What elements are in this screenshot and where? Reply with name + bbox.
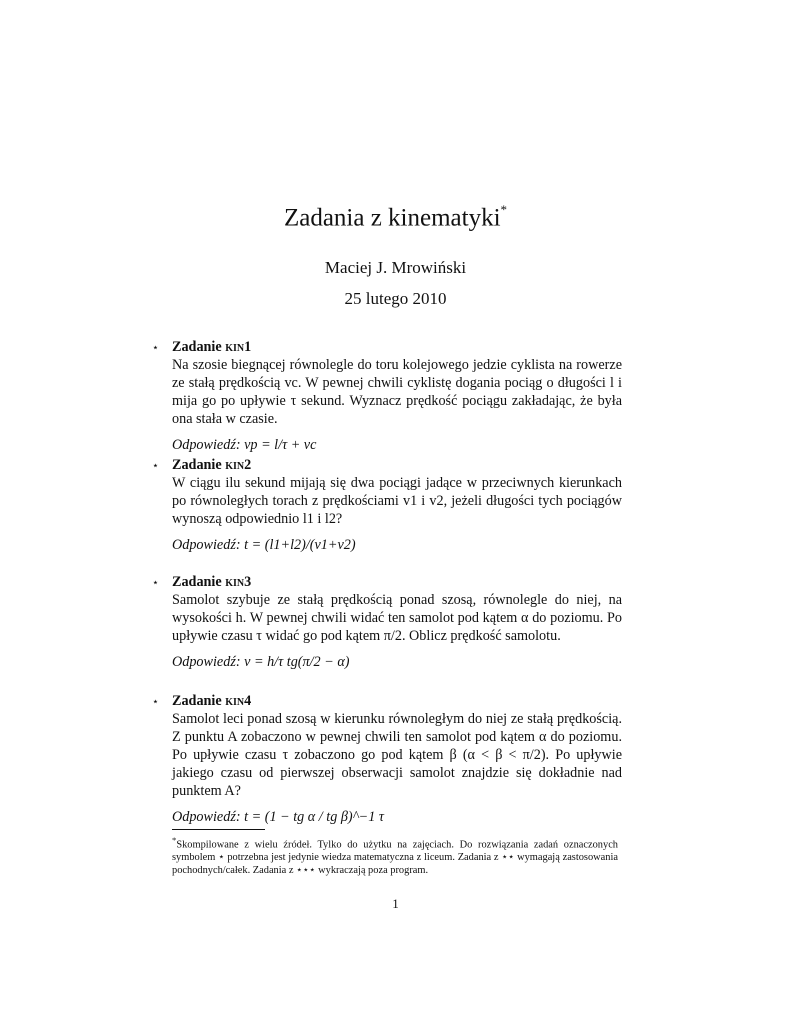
answer-label: Odpowiedź: [172,809,241,825]
problem-kin3 [152,573,622,671]
problem-text: Na szosie biegnącej równolegle do toru kolejowego jedzie cyklista na rowerze ze stałą prędkością vc. W pewnej chwili cyklistę dogania pociąg o długości l i mija go po upływie τ sekund. Wyznacz prędkość pociągu zakładając, że była ona stała w czasie. [172,357,622,427]
paper-title: Zadania z kinematyki* [283,202,508,232]
problem-kin4 [152,692,622,826]
answer [172,808,622,826]
problem-text: W ciągu ilu sekund mijają się dwa pociągi jadące w przeciwnych kierunkach po równoległych torach z prędkościami v1 i v2, jeżeli długości tych pociągów wynoszą odpowiednio l1 i l2? [172,475,622,527]
answer [172,536,622,554]
problem-heading: Zadanie kin4 [172,693,252,709]
star-icon: ⋆ [152,460,159,472]
star-icon: ⋆ [152,342,159,354]
answer-label: Odpowiedź: [172,537,241,553]
problem-text: Samolot leci ponad szosą w kierunku równoległym do niej ze stałą prędkością. Z punktu A zobaczono w pewnej chwili ten samolot pod kątem α do poziomu. Po upływie czasu τ zobaczono go pod kątem β (α < β < π/2). Po upływie jakiego czasu od pierwszej obserwacji samolot znajdzie się dokładnie nad punktem A? [172,711,622,799]
answer [172,653,622,671]
answer-formula: t = (1 − tg α / tg β)^−1 τ [244,809,384,825]
answer-label: Odpowiedź: [172,437,241,453]
star-icon: ⋆ [152,577,159,589]
problem-heading: Zadanie kin1 [172,339,252,355]
answer-formula: vp = l/τ + vc [244,437,317,453]
problem-kin1 [152,338,622,454]
star-icon: ⋆ [152,696,159,708]
footnote [172,834,618,877]
author: Maciej J. Mrowiński [324,258,467,277]
title-footnote-mark: * [500,202,508,217]
problem-text: Samolot szybuje ze stałą prędkością ponad szosą, równolegle do niej, na wysokości h. W pewnej chwili widać ten samolot pod kątem α do poziomu. Po upływie czasu τ widać go pod kątem π/2. Oblicz prędkość samolotu. [172,592,622,644]
answer-formula: t = (l1+l2)/(v1+v2) [244,537,356,553]
answer-formula: v = h/τ tg(π/2 − α) [244,654,350,670]
problem-heading: Zadanie kin3 [172,574,252,590]
footnote-rule [172,829,265,830]
page-number: 1 [392,896,399,911]
date: 25 lutego 2010 [344,289,447,308]
footnote-text: Skompilowane z wielu źródeł. Tylko do użytku na zajęciach. Do rozwiązania zadań oznaczonych symbolem ⋆ potrzebna jest jedynie wiedza matematyczna z liceum. Zadania z ⋆⋆ wymagają zastosowania pochodnych/całek. Zadania z ⋆⋆⋆ wykraczają poza program. [172,839,618,877]
problem-heading: Zadanie kin2 [172,457,252,473]
answer-label: Odpowiedź: [172,654,241,670]
footnote-mark: * [172,835,177,845]
problem-kin2 [152,456,622,554]
answer [172,436,622,454]
